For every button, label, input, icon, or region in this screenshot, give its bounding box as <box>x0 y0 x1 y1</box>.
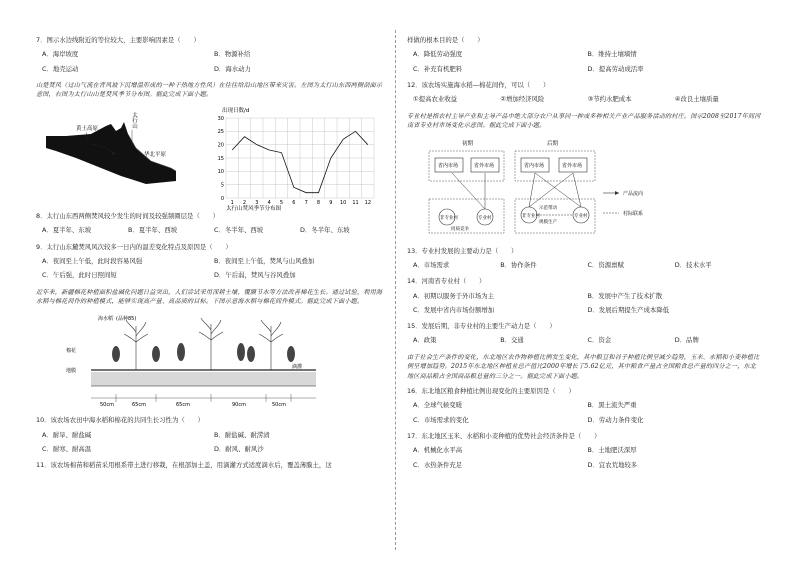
left-column <box>36 36 386 470</box>
x-tick-8: 8 <box>316 199 321 206</box>
spacing-3: 65cm <box>176 402 190 409</box>
label-rice: 海水稻 <box>98 316 114 323</box>
spacing-ticks <box>91 394 316 402</box>
q11-option-a: A．降低劳动强度 <box>413 50 463 59</box>
q13-option-c: C．资源禀赋 <box>587 260 624 269</box>
q14-option-c: C．发展中省内市场份额增加 <box>413 305 495 314</box>
label-demo: 示范带动 <box>539 205 557 211</box>
intro-villages: 专业村是指农村主导产业和主导产品中绝大部分农户从事同一种或多种相关产业产品服务活动的村庄。图示2008至2017年间河南省专业村市场变化示意图。据此完成下面小题。 <box>407 112 761 130</box>
q15-stem: 15．发展后期，非专业村的主要生产动力是（ ） <box>407 322 556 331</box>
x-tick-9: 9 <box>329 199 333 206</box>
profile-diagram <box>36 106 386 212</box>
x-tick-6: 6 <box>292 199 296 206</box>
spacing-4: 90cm <box>232 402 246 409</box>
x-tick-11: 11 <box>352 199 359 206</box>
q15-option-b: B．交通 <box>500 336 524 345</box>
q9-option-c: C．午后强，此时日照间短 <box>42 271 117 280</box>
q16-options <box>407 401 762 424</box>
q12-option-4: ④改良土壤质量 <box>674 95 719 104</box>
label-skill: 同质竞争 <box>451 226 469 232</box>
cotton-plants <box>112 343 295 362</box>
q14-stem: 14．河南省专业村（ ） <box>407 277 486 286</box>
y-tick-5: 5 <box>220 182 224 189</box>
q16-option-a: A．全球气候变暖 <box>413 401 463 410</box>
box-late-outside: 省外市场 <box>562 162 583 169</box>
q17-options <box>407 446 762 469</box>
chart-caption: 太行山焚风季节分布图 <box>226 205 282 212</box>
q14-options <box>407 292 762 315</box>
q12-stem: 12．该农场实施海水稻—棉花间作，可以（ ） <box>407 80 550 89</box>
q13-stem: 13．专业村发展的主要动力是（ ） <box>407 246 518 255</box>
legend-link: 村际联系 <box>623 210 644 217</box>
node-late-nonspecial: 非专业村 <box>522 213 540 219</box>
q14-option-d: D．发展后期提生产成本降低 <box>587 305 670 314</box>
y-tick-0: 0 <box>220 195 224 202</box>
soil-bed <box>91 372 316 386</box>
x-tick-4: 4 <box>267 199 271 206</box>
y-tick-15: 15 <box>217 155 224 162</box>
q13-option-b: B．协作条件 <box>500 260 537 269</box>
x-tick-7: 7 <box>304 199 308 206</box>
q12-option-1: ①提高农业收益 <box>413 95 458 104</box>
spacing-5: 50cm <box>272 402 286 409</box>
label-early: 初期 <box>462 140 474 147</box>
y-tick-25: 25 <box>217 128 224 135</box>
node-early-special: 专业村 <box>478 215 492 221</box>
q15-option-a: A．政策 <box>413 336 437 345</box>
q7-stem: 7．图示水边线附近的等位较大，主要影响因素是（ ） <box>36 36 200 44</box>
label-plain: 华北平原 <box>144 151 167 158</box>
q12-option-3: ③节约水肥成本 <box>587 95 632 104</box>
right-column <box>407 36 762 477</box>
q13-option-d: D．技术水平 <box>674 260 712 269</box>
q16-stem: 16．东北地区粮食种植比例出现变化的主要原因是（ ） <box>407 387 575 396</box>
q8-stem: 8．太行山东西两侧焚风较少发生的时间及较强频圈层是（ ） <box>36 211 220 220</box>
label-plateau: 黄土高原 <box>76 125 99 132</box>
q8-option-c: C．冬半年、西坡 <box>214 226 264 235</box>
box-early-province: 省内市场 <box>438 162 459 169</box>
q12-options <box>407 95 762 103</box>
q10-option-a: A．耐旱、耐盐碱 <box>42 430 92 439</box>
q16-option-d: D．劳动力条件变化 <box>587 415 644 424</box>
q9-options <box>36 257 386 280</box>
q17-stem: 17．东北地区玉米、水稻和小麦种植的优势社会经济条件是（ ） <box>407 432 601 441</box>
q15-option-c: C．资金 <box>587 336 612 345</box>
q9-option-a: A．夜间至上午低，此时段容易风强 <box>42 256 143 265</box>
q11-option-d: D．提高劳动成活率 <box>587 64 644 73</box>
q7-option-c: C．地壳运动 <box>42 64 79 73</box>
y-tick-10: 10 <box>217 168 224 175</box>
q7-option-a: A．海岸坡度 <box>42 50 79 59</box>
q14-option-a: A．初期以服务于外市场为主 <box>413 291 495 300</box>
q9-option-b: B．夜间至上午低，焚风与山风叠加 <box>214 256 315 265</box>
q7-option-b: B．物源补给 <box>214 50 251 59</box>
q14-option-b: B．发展中产生了技术扩散 <box>587 291 663 300</box>
q8-option-a: A．夏半年、东坡 <box>42 226 92 235</box>
q17-option-d: D．宜农荒地较多 <box>587 460 638 469</box>
q10-option-d: D．耐风、耐风沙 <box>214 445 264 454</box>
q7-options <box>36 50 386 73</box>
box-late-province: 省内市场 <box>524 162 545 169</box>
q7-option-d: D．海水动力 <box>214 64 251 73</box>
label-cotton: 棉花 <box>66 348 77 355</box>
q13-options <box>407 261 762 269</box>
node-late-special: 专业村 <box>574 213 588 219</box>
q11-continuation: 样做的根本目的是（ ） <box>407 36 484 44</box>
q13-option-a: A．市场需求 <box>413 260 450 269</box>
q9-option-d: D．午后弱，焚风与谷风叠加 <box>214 271 296 280</box>
q11-stem: 11．该农场棉苗和稻苗采用根系带土进行移栽，在根部加土盖，用滴灌方式适度滴水后，覆盖薄膜土，这 <box>36 461 332 470</box>
chart-title: 出现日数/d <box>222 107 250 114</box>
q11-options <box>407 50 762 73</box>
label-mulch: 地膜 <box>66 368 77 375</box>
q9-stem: 9．太行山东麓焚风风次较多一日内的温差变化特点及原因是（ ） <box>36 242 232 251</box>
label-scale: 规模生产 <box>539 219 557 225</box>
foehn-chart <box>218 106 374 212</box>
x-tick-5: 5 <box>279 199 284 206</box>
intro-cotton: 近年来，新疆棉花种植面积盐碱化问题日益突出，人们尝试采用深耕土壤、覆膜节水等方法改善棉花生长。通过试验，利用海水稻与棉花间作的种植模式，能够实现高产量、高品质的目标。下图示意海水稻与棉花间作模式。据此完成下面小题。 <box>36 288 383 305</box>
figure-foehn <box>36 106 386 212</box>
q15-option-d: D．品牌 <box>674 336 699 345</box>
rice-plants <box>124 318 283 370</box>
q8-option-d: D．冬半年、东坡 <box>300 226 350 235</box>
flow-arrows <box>452 173 581 215</box>
figure-intercrop <box>36 312 386 416</box>
q12-option-2: ②增加经济风险 <box>500 95 545 104</box>
q11-option-b: B．维持土壤墒情 <box>587 50 637 59</box>
q8-option-b: B．夏半年、西坡 <box>128 226 178 235</box>
label-drip: 滴灌 <box>292 364 303 371</box>
x-tick-3: 3 <box>255 199 259 206</box>
intro-northeast: 由于社会生产条件的变化，东北地区农作物种植比例发生变化，其中粮豆和谷子种植比例呈减少趋势，玉米、水稻和小麦种植比例呈增加趋势。2015年东北地区种植业总产值比2000年增长了5.62亿元，其中粮食产量占全国粮食总产量的四分之一，东北地区商品粮占全国商品粮总量的三分之一。据此完成下面小题。 <box>407 353 760 380</box>
node-early-nonspecial: 非专业村 <box>440 215 458 221</box>
q17-option-b: B．土地肥沃深厚 <box>587 446 637 455</box>
box-early-outside: 省外市场 <box>474 162 495 169</box>
figure-villages <box>407 137 762 247</box>
q10-option-b: B．耐盐碱、耐涝渍 <box>214 430 270 439</box>
column-divider <box>395 30 396 550</box>
q10-stem: 10．该农场农田中海水稻和棉花的共同生长习性为（ ） <box>36 416 204 425</box>
label-rice-variety: (品种85) <box>116 316 137 323</box>
spacing-2: 65cm <box>132 402 146 409</box>
label-late: 后期 <box>547 140 559 147</box>
q8-options <box>36 226 386 234</box>
x-tick-10: 10 <box>339 199 347 206</box>
q10-options <box>36 431 386 454</box>
q16-option-c: C．市场需求的变化 <box>413 415 469 424</box>
spacing-1: 50cm <box>100 402 114 409</box>
intro-foehn: 山楚焚风（过山气流在背风坡下沉增温形成的一种干热地方性风）在往往给沿山地区带来灾害。左图为太行山东西两侧剖面示意图，右图为太行山山楚焚风季节分布图。据此完成下面小题。 <box>36 81 383 99</box>
q17-option-c: C．水热条件充足 <box>413 460 463 469</box>
x-tick-2: 2 <box>242 199 247 206</box>
legend-flow: 产品流向 <box>623 190 644 197</box>
y-tick-30: 30 <box>217 115 224 122</box>
q15-options <box>407 336 762 344</box>
y-tick-20: 20 <box>217 142 224 149</box>
q10-option-c: C．耐寒、耐高温 <box>42 445 92 454</box>
x-tick-1: 1 <box>230 199 234 206</box>
q16-option-b: B．黑土流失严重 <box>587 401 637 410</box>
x-tick-12: 12 <box>364 199 372 206</box>
label-taihang: 太行山 <box>131 111 137 129</box>
q17-option-a: A．机械化水平高 <box>413 446 463 455</box>
q11-option-c: C．补充有机肥料 <box>413 64 463 73</box>
